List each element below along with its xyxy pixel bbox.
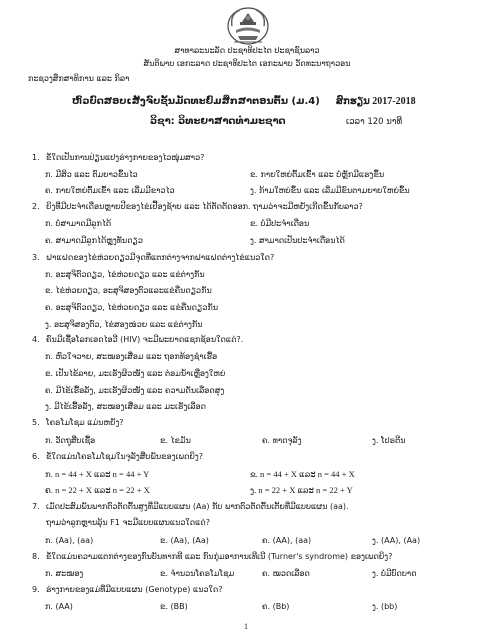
option: ກ. ອະສຸຈິຕົວດຽວ, ໄຂ່ຫ່ວຍດຽວ ແລະ ແຂ່ຕ່າງກັນ xyxy=(45,270,205,279)
option: ຄ. ທາດຈຸລັງ xyxy=(262,436,302,445)
option: ງ. ກ້າມໃຫຍ່ຂຶ້ນ ແລະ ເລີ່ມມີຂົນຕາມຍາຍໃຫຍ່ຂຶ້ນ xyxy=(250,186,410,195)
option: ກ. ບໍ່ສາມາດມີລູກໄດ້ xyxy=(45,219,112,228)
option: ງ. ສາມາດເປັນປະຈຳເດືອນໄດ້ xyxy=(250,236,345,245)
question-number: 3. xyxy=(32,253,40,262)
question-number: 4. xyxy=(32,335,40,344)
header-motto: ສັນຕິພາບ ເອກະລາດ ປະຊາທິປະໄຕ ເອກະພາບ ວັດທະນາຖາວອນ xyxy=(143,59,351,68)
option: ກ. ມີສິວ ແລະ ຕົມຍາວຂຶ້ນໄວ xyxy=(45,170,138,179)
question-number: 7. xyxy=(32,502,40,511)
option: ກ. n = 44 + X ແລະ n = 44 + Y xyxy=(45,469,150,479)
header-republic: ສາທາລະນະລັດ ປະຊາທິປະໄຕ ປະຊາຊົນລາວ xyxy=(174,46,320,55)
option: ຂ. (BB) xyxy=(160,602,188,611)
option: ຂ. ໄຂ່ຫ່ວຍດຽວ, ອະສຸຈິສອງຕົວແລະແຂ່ຄືນດຽວກັນ xyxy=(45,286,212,295)
question-number: 6. xyxy=(32,452,40,461)
question-text: ຂໍ້ໃດແມ່ນໂຄຣໂມໂຊມໃນຈຸລັງສືບພັນຂອງເພດຍິງ? xyxy=(46,452,204,461)
national-emblem-icon xyxy=(226,6,270,46)
question-text: ຄົນມີເຊື້ອໂລກເອດໄອວີ (HIV) ຈະມີພະຍາດແຊກຊ້ອນໃດແດ່?. xyxy=(46,335,244,344)
question-text: ຍິງທີ່ມີປະຈຳເດືອນຫຼາຍປີຂອງໄຂ່ເປື້ອງຊ້າຍ ແລະ ໄດ້ຕັດຕັດອອກ. ຖາມວ່າຈະມີຫຍັງເກີດຂຶ້ນກັບລາວ? xyxy=(46,202,363,211)
question-3 xyxy=(32,253,274,262)
question-number: 8. xyxy=(32,552,40,561)
option: ກ. ສະໝອງ xyxy=(45,569,84,578)
option: ຂ. ເປັນໄຂ້ລາຍ, ມະເຮັງຜິວໜັງ ແລະ ຕ່ອມນ້ຳເຫຼືອງໃຫຍ່ xyxy=(45,369,226,378)
question-number: 2. xyxy=(32,202,40,211)
option: ຂ. ບໍ່ມີປະຈຳເດືອນ xyxy=(250,219,310,228)
option: ຄ. (Bb) xyxy=(262,602,290,611)
option: ງ. ມີໄຂ້ເຮື້ອລັງ, ສະໝອງເສື່ອມ ແລະ ມະເຮັງເລືອດ xyxy=(45,402,206,411)
exam-title: ຫົວບົດສອບເສັງຈົບຊັ້ນມັດທະຍົມສຶກສາຕອນຕົ້ນ (ມ.4) xyxy=(72,96,320,107)
question-text: ໂຄຣໂມໂຊມ ແມ່ນຫຍັງ? xyxy=(46,418,124,427)
option: ຄ. ມີໄຂ້ເຮື້ອລັງ, ມະເຮັງຜິວໜັງ ແລະ ຄວາມດັນເລືອດສູງ xyxy=(45,386,225,395)
question-text: ຝາແຝດຂອງໄຂ່ຫ່ວຍດຽວມີຈຸດທີ່ແຕກຕ່າງຈາກຝາແຝດຕ່າງໄຂ່ແນວໃດ? xyxy=(46,253,275,262)
option: ງ. ໂປຣຕີນ xyxy=(372,436,406,445)
question-text: ເມັດປະສົມພັນພາກຕົວຕັດຕົ້ນສູງທີ່ມີແບບແຜນ (Aa) ກັບ ພາກຕົວຕັດຕົ້ນເຕັ້ຍທີ່ມີແບບແຜນ (aa). xyxy=(46,502,349,511)
exam-time: ເວລາ 120 ນາທີ xyxy=(346,117,403,127)
header-ministry: ກະຊວງສຶກສາທິການ ແລະ ກິລາ xyxy=(28,74,130,83)
question-8 xyxy=(32,552,392,561)
option: ງ. (AA), (Aa) xyxy=(372,536,421,545)
question-text-continued: ຖາມວ່າລູກຫຼານລຸ້ນ F1 ຈະມີແບບແຜນແນວໃດແດ່? xyxy=(46,518,211,527)
question-7 xyxy=(32,502,349,511)
question-text: ຂໍ້ໃດແມ່ນຄວາມແຕກຕ່າງຂອງກົນບັນທາກທີ ແລະ ກົນກຸ່ມອາການເທີເນີ (Turner's syndrome) ຂອງເພດຍິງ? xyxy=(46,552,393,561)
option: ງ. ບໍ່ມີບົດບາດ xyxy=(372,569,417,578)
question-number: 9. xyxy=(32,585,40,594)
option: ກ. ຫົວໃຈວາຍ, ສະໝອງເສື່ອມ ແລະ ຖອກທ້ອງຊຳເຮື້ອ xyxy=(45,352,218,361)
question-text: ຮ່າງກາຍຂອງແມ່ທີ່ມີແບບແຜນ (Genotype) ແນວໃດ? xyxy=(46,585,223,594)
exam-subject: ວິຊາ: ວິທະຍາສາດທຳມະຊາດ xyxy=(150,116,286,127)
option: ຂ. n = 44 + X ແລະ n = 44 + X xyxy=(250,469,355,479)
question-4 xyxy=(32,335,243,344)
option: ຂ. ໄຂມັນ xyxy=(160,436,191,445)
page-number: 1 xyxy=(244,622,248,631)
option: ຄ. (AA), (aa) xyxy=(262,536,312,545)
option: ຂ. ກາຍໃຫຍ່ຕົ້ມເຂົ້າ ແລະ ບໍ່ຫຼັກມີແຮງຂຶ້ນ xyxy=(250,170,385,179)
question-text: ຂໍ້ໃດເປັນການປ່ຽນແປງຮ່າງກາຍຂອງໄວໜຸ່ມສາວ? xyxy=(46,153,205,162)
option: ຄ. ອະສຸຈິຕົວດຽວ, ໄຂ່ຫ່ວຍດຽວ ແລະ ແຂ່ຄືນດຽວກັນ xyxy=(45,303,219,312)
option: ຂ. (Aa), (Aa) xyxy=(160,536,209,545)
option: ຄ. ສາມາດມີລູກໄດ້ຫຼຸງທັນດຽວ xyxy=(45,236,143,245)
option: ຄ. ກາຍໃຫຍ່ຕົ້ມເຂົ້າ ແລະ ເລີ່ມມີຂາວໄວ xyxy=(45,186,175,195)
question-5 xyxy=(32,418,124,427)
option: ກ. (Aa), (aa) xyxy=(45,536,94,545)
option: ກ. ວັດຖຸສືບເຊື້ອ xyxy=(45,436,96,445)
option: ງ. (bb) xyxy=(372,602,398,611)
question-9 xyxy=(32,585,223,594)
question-6 xyxy=(32,452,203,461)
question-2 xyxy=(32,202,363,211)
question-number: 1. xyxy=(32,153,40,162)
option: ຄ. n = 22 + X ແລະ n = 22 + X xyxy=(45,485,150,495)
question-number: 5. xyxy=(32,418,40,427)
option: ກ. (AA) xyxy=(45,602,73,611)
question-1 xyxy=(32,153,204,162)
option: ຄ. ໝວດເລືອດ xyxy=(262,569,310,578)
school-year: ສົກຮຽນ 2017-2018 xyxy=(336,96,416,107)
option: ງ. n = 22 + X ແລະ n = 22 + Y xyxy=(250,485,353,495)
option: ງ. ອະສຸຈິສອງຕົວ, ໄຂ່ສອງໜ່ວຍ ແລະ ແຂ່ຕ່າງກັນ xyxy=(45,320,203,329)
option: ຂ. ຈຳນວນໂຄຣໂມໂຊມ xyxy=(160,569,235,578)
